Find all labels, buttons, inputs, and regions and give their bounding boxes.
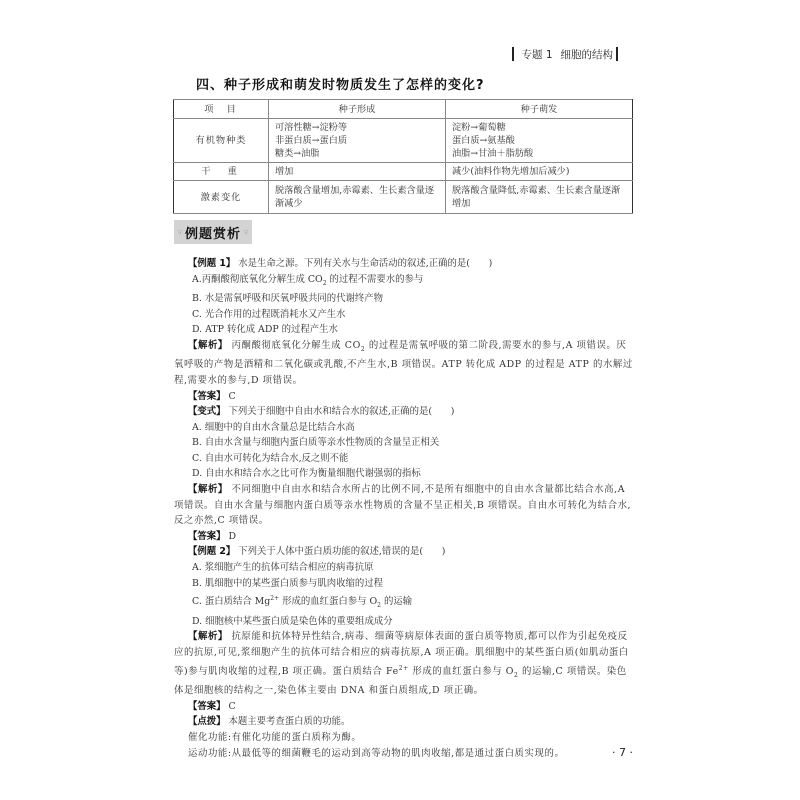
pointing-hand-right-icon: ☞ bbox=[177, 228, 183, 236]
cell-line: 蛋白质→氨基酸 bbox=[452, 135, 515, 146]
analysis-tag: 【解析】 bbox=[188, 339, 228, 351]
cell-line: 糖类→油脂 bbox=[275, 148, 320, 159]
subscript: 2 bbox=[360, 345, 366, 353]
cell-line: 减少(油料作物先增加后减少) bbox=[452, 166, 570, 177]
subscript: 2 bbox=[514, 671, 519, 679]
cell-line: 可溶性糖→淀粉等 bbox=[275, 122, 348, 133]
header-topic: 专题 1 bbox=[521, 48, 553, 61]
analysis-text: 的过程是需氧呼吸的第二阶段,需要水的参与,A 项错误。厌氧呼吸的产物是酒精和二氧化碳或乳酸,不产生水,B 项错误。ATP 转化成 ADP 的过程是 ATP 的水解过程,需要水的参与,D 项错误。 bbox=[174, 339, 633, 386]
pointing-hand-left-icon: ☜ bbox=[243, 228, 249, 236]
option-prefix: A. bbox=[192, 273, 202, 285]
example2-analysis bbox=[174, 629, 634, 698]
option-prefix: D. bbox=[192, 615, 203, 627]
page-number: · 7 · bbox=[612, 746, 633, 759]
variant-tag: 【变式】 bbox=[188, 406, 226, 418]
row-label: 有机物种类 bbox=[174, 119, 269, 163]
option-text: ATP 转化成 ADP 的过程产生水 bbox=[205, 324, 338, 336]
option-text: 浆细胞产生的抗体可结合相应的病毒抗原 bbox=[204, 562, 374, 574]
header-divider bbox=[616, 47, 618, 61]
superscript: 2+ bbox=[270, 595, 280, 603]
option-text: 丙酮酸彻底氧化分解生成 CO bbox=[201, 273, 323, 285]
seed-comparison-table bbox=[173, 99, 633, 214]
analysis-text: 形成的血红蛋白参与 O bbox=[408, 665, 515, 677]
answer-value: D bbox=[228, 530, 237, 542]
option-text: 光合作用的过程既消耗水又产生水 bbox=[204, 308, 346, 320]
option-text: 肌细胞中的某些蛋白质参与肌肉收缩的过程 bbox=[204, 577, 383, 589]
table-header-cell: 种子萌发 bbox=[446, 100, 633, 119]
answer-tag: 【答案】 bbox=[188, 390, 226, 402]
germination-cell bbox=[446, 181, 633, 214]
analysis-text: 丙酮酸彻底氧化分解生成 CO bbox=[231, 339, 361, 351]
option-d bbox=[174, 466, 634, 482]
variant-analysis bbox=[174, 482, 634, 529]
row-label: 干 重 bbox=[174, 163, 269, 181]
formation-cell bbox=[269, 163, 446, 181]
tip-tag: 【点拨】 bbox=[188, 716, 226, 728]
option-text: 的过程不需要水的参与 bbox=[326, 273, 424, 285]
question-text: 下列关于细胞中自由水和结合水的叙述,正确的是( ) bbox=[228, 406, 455, 418]
example-tag: 【例题 1】 bbox=[188, 258, 236, 269]
tip-text: 本题主要考查蛋白质的功能。 bbox=[228, 716, 351, 728]
subscript: 2 bbox=[322, 279, 327, 287]
cell-line: 非蛋白质→蛋白质 bbox=[275, 135, 348, 146]
option-d bbox=[174, 614, 634, 630]
example2-tip bbox=[174, 714, 634, 730]
option-prefix: D. bbox=[192, 324, 203, 336]
badge-label: 例题赏析 bbox=[184, 226, 241, 242]
cell-line: 淀粉→葡萄糖 bbox=[452, 122, 506, 133]
germination-cell bbox=[446, 163, 633, 181]
option-text: 水是需氧呼吸和厌氧呼吸共同的代谢终产物 bbox=[204, 293, 383, 305]
option-text: 自由水可转化为结合水,反之则不能 bbox=[204, 452, 349, 464]
example1-answer bbox=[174, 389, 634, 405]
table-header-row bbox=[174, 100, 633, 119]
example2-question bbox=[174, 544, 634, 560]
subscript: 2 bbox=[377, 602, 381, 610]
option-text: 自由水含量与细胞内蛋白质等亲水性物质的含量呈正相关 bbox=[204, 437, 440, 449]
cell-line: 脱落酸含量增加,赤霉素、生长素含量逐渐减少 bbox=[275, 185, 435, 209]
option-a bbox=[174, 272, 634, 291]
table-header-cell: 种子形成 bbox=[269, 100, 446, 119]
variant-answer bbox=[174, 529, 634, 545]
option-prefix: C. bbox=[192, 596, 202, 608]
option-prefix: B. bbox=[192, 577, 202, 589]
example-tag: 【例题 2】 bbox=[188, 546, 236, 558]
question-text: 水是生命之源。下列有关水与生命活动的叙述,正确的是( ) bbox=[238, 258, 493, 269]
example2-answer bbox=[174, 699, 634, 715]
option-a bbox=[174, 420, 634, 436]
answer-value: C bbox=[228, 700, 236, 712]
table-row bbox=[174, 181, 633, 214]
running-header bbox=[512, 46, 618, 62]
header-divider bbox=[512, 47, 514, 61]
option-text: 细胞核中某些蛋白质是染色体的重要组成成分 bbox=[205, 615, 393, 627]
option-c bbox=[174, 591, 634, 614]
option-b bbox=[174, 435, 634, 451]
option-prefix: A. bbox=[192, 562, 202, 574]
example-section-badge bbox=[174, 220, 252, 244]
option-text: 的运输 bbox=[381, 596, 413, 608]
option-text: 细胞中的自由水含量总是比结合水高 bbox=[204, 421, 355, 433]
example1-question bbox=[174, 256, 634, 272]
cell-line: 增加 bbox=[275, 166, 294, 177]
table-row bbox=[174, 163, 633, 181]
option-d bbox=[174, 322, 634, 338]
option-text: 蛋白质结合 Mg bbox=[204, 596, 271, 608]
analysis-tag: 【解析】 bbox=[188, 484, 228, 496]
option-c bbox=[174, 451, 634, 467]
formation-cell bbox=[269, 119, 446, 163]
answer-tag: 【答案】 bbox=[188, 700, 226, 712]
analysis-tag: 【解析】 bbox=[188, 631, 228, 643]
option-b bbox=[174, 291, 634, 307]
option-a bbox=[174, 560, 634, 576]
superscript: 2+ bbox=[398, 664, 409, 672]
analysis-text: 不同细胞中自由水和结合水所占的比例不同,不是所有细胞中的自由水含量都比结合水高,A 项错误。自由水含量与细胞内蛋白质等亲水性物质的含量不呈正相关,B 项错误。自由水可转化为结合水,反之亦然,C 项错误。 bbox=[174, 484, 632, 527]
germination-cell bbox=[446, 119, 633, 163]
answer-tag: 【答案】 bbox=[188, 530, 226, 542]
table-row bbox=[174, 119, 633, 163]
option-prefix: C. bbox=[192, 452, 202, 464]
option-prefix: B. bbox=[192, 437, 202, 449]
cell-line: 油脂→甘油＋脂肪酸 bbox=[452, 148, 534, 159]
section-title: 四、种子形成和萌发时物质发生了怎样的变化? bbox=[196, 78, 485, 93]
option-prefix: B. bbox=[192, 293, 202, 305]
option-text: 形成的血红蛋白参与 O bbox=[279, 596, 378, 608]
tip-line: 催化功能:有催化功能的蛋白质称为酶。 bbox=[188, 731, 362, 743]
cell-line: 脱落酸含量降低,赤霉素、生长素含量逐渐增加 bbox=[452, 185, 621, 209]
option-prefix: D. bbox=[192, 468, 203, 480]
tip-line: 运动功能:从最低等的细菌鞭毛的运动到高等动物的肌肉收缩,都是通过蛋白质实现的。 bbox=[188, 747, 565, 759]
analysis-text: 的运输,C 项错误。染色体是细胞核的结构之一,染色体主要由 DNA 和蛋白质组成,D 项正确。 bbox=[174, 665, 627, 697]
option-prefix: C. bbox=[192, 308, 202, 320]
option-prefix: A. bbox=[192, 421, 202, 433]
question-text: 下列关于人体中蛋白质功能的叙述,错误的是( ) bbox=[238, 546, 446, 558]
answer-value: C bbox=[228, 390, 236, 402]
analysis-text: 抗原能和抗体特异性结合,病毒、细菌等病原体表面的蛋白质等物质,都可以作为引起免疫反应的抗原,可见,浆细胞产生的抗体可结合相应的病毒抗原,A 项正确。肌细胞中的某些蛋白质(如肌动蛋白等)参与肌肉收缩的过程,B 项正确。蛋白质结合 Fe bbox=[174, 631, 629, 677]
example1-analysis bbox=[174, 338, 634, 389]
examples-body bbox=[174, 256, 634, 761]
header-chapter: 细胞的结构 bbox=[560, 48, 614, 61]
option-text: 自由水和结合水之比可作为衡量细胞代谢强弱的指标 bbox=[205, 468, 421, 480]
option-c bbox=[174, 307, 634, 323]
row-label: 激素变化 bbox=[174, 181, 269, 214]
formation-cell bbox=[269, 181, 446, 214]
option-b bbox=[174, 576, 634, 592]
table-header-cell: 项 目 bbox=[174, 100, 269, 119]
variant-question bbox=[174, 404, 634, 420]
